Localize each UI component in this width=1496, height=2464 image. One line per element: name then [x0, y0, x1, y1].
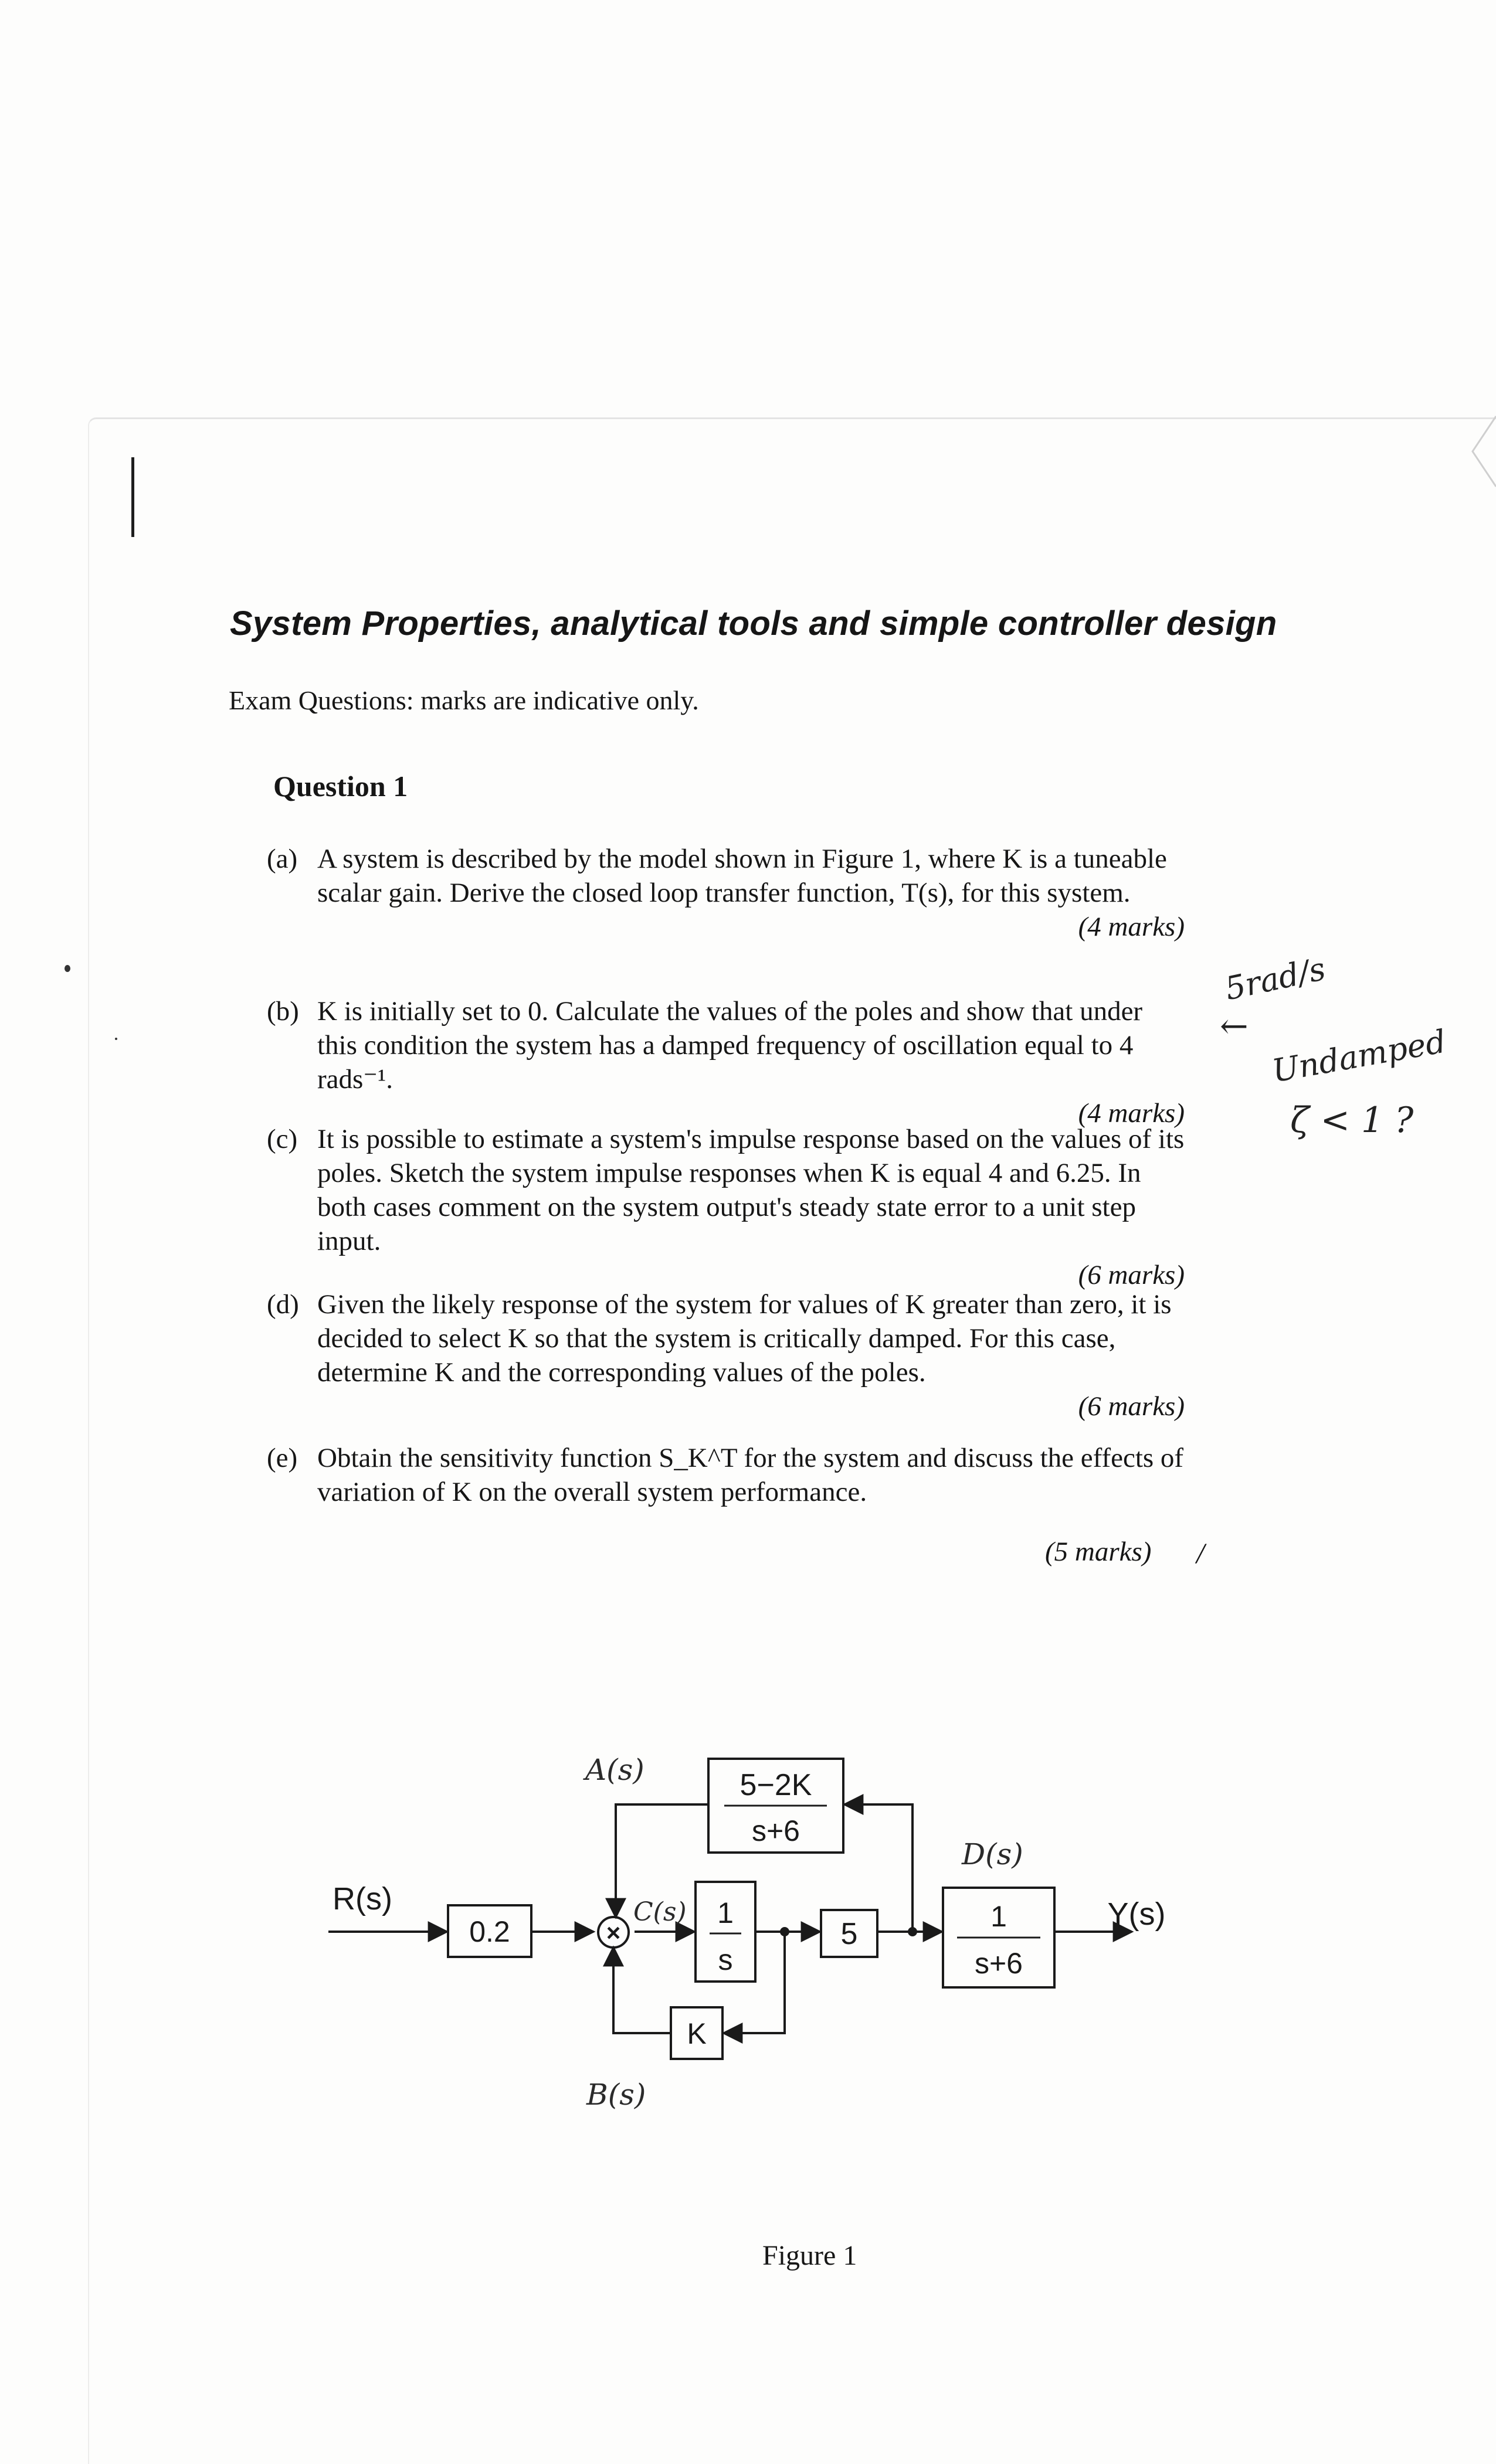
branch-point — [781, 1928, 788, 1935]
tick-mark: / — [1196, 1537, 1205, 1569]
part-label: (e) — [267, 1443, 298, 1473]
document-subtitle: Exam Questions: marks are indicative only. — [229, 685, 699, 715]
part-label: (c) — [267, 1124, 298, 1154]
feedback-gain-label: K — [687, 2017, 707, 2050]
gain-block-label: 0.2 — [469, 1915, 510, 1948]
feedforward-denominator: s+6 — [751, 1814, 800, 1847]
part-marks: (6 marks) — [1078, 1260, 1185, 1290]
part-text: Obtain the sensitivity function S_K^T for the system and discuss the effects of variation of K on the overall system performance. — [317, 1443, 1184, 1507]
part-marks: (4 marks) — [1078, 912, 1185, 942]
plant-denominator: s+6 — [974, 1947, 1023, 1980]
handwritten-note-line3: ζ < 1 ? — [1290, 1100, 1414, 1141]
sum-symbol: × — [606, 1919, 621, 1946]
handwritten-note-line2: Undamped — [1269, 1022, 1449, 1090]
handwritten-arrow: ← — [1220, 1006, 1249, 1046]
integrator-denominator: s — [718, 1943, 733, 1976]
question-heading: Question 1 — [273, 770, 408, 803]
part-text: K is initially set to 0. Calculate the values of the poles and show that under this condition the system has a damped frequency of oscillation equal to 4 rads⁻¹. — [317, 996, 1143, 1095]
handwritten-note-line1: 5rad/s — [1222, 950, 1329, 1008]
input-label: R(s) — [333, 1881, 392, 1916]
part-label: (d) — [267, 1289, 299, 1320]
part-label: (b) — [267, 996, 299, 1027]
plant-numerator: 1 — [990, 1900, 1007, 1933]
hand-label-b: B(s) — [586, 2078, 646, 2112]
hand-label-d: D(s) — [962, 1837, 1023, 1871]
part-marks: (5 marks) — [1045, 1537, 1152, 1567]
figure-caption: Figure 1 — [762, 2240, 857, 2271]
part-text: It is possible to estimate a system's impulse response based on the values of its poles. Sketch the system impulse responses when K is equal 4 and 6.25. In both cases comment on the system output's steady state error to a unit step input. — [317, 1124, 1185, 1256]
gain-5-label: 5 — [840, 1917, 858, 1951]
feedforward-numerator: 5−2K — [739, 1768, 812, 1802]
hand-label-c: C(s) — [633, 1897, 687, 1927]
output-label: Y(s) — [1107, 1897, 1166, 1932]
branch-point — [909, 1928, 916, 1935]
part-marks: (4 marks) — [1078, 1098, 1185, 1129]
integrator-numerator: 1 — [717, 1897, 734, 1929]
part-text: A system is described by the model shown in Figure 1, where K is a tuneable scalar gain. Derive the closed loop transfer function, T(s), for this system. — [317, 844, 1167, 908]
part-label: (a) — [267, 844, 298, 874]
part-marks: (6 marks) — [1078, 1391, 1185, 1422]
feedback-path — [613, 1948, 670, 2033]
document-title: System Properties, analytical tools and simple controller design — [230, 604, 1277, 643]
part-text: Given the likely response of the system for values of K greater than zero, it is decided to select K so that the system is critically damped. For this case, determine K and the corresponding values of the poles. — [317, 1289, 1172, 1388]
hand-label-a: A(s) — [585, 1753, 644, 1787]
